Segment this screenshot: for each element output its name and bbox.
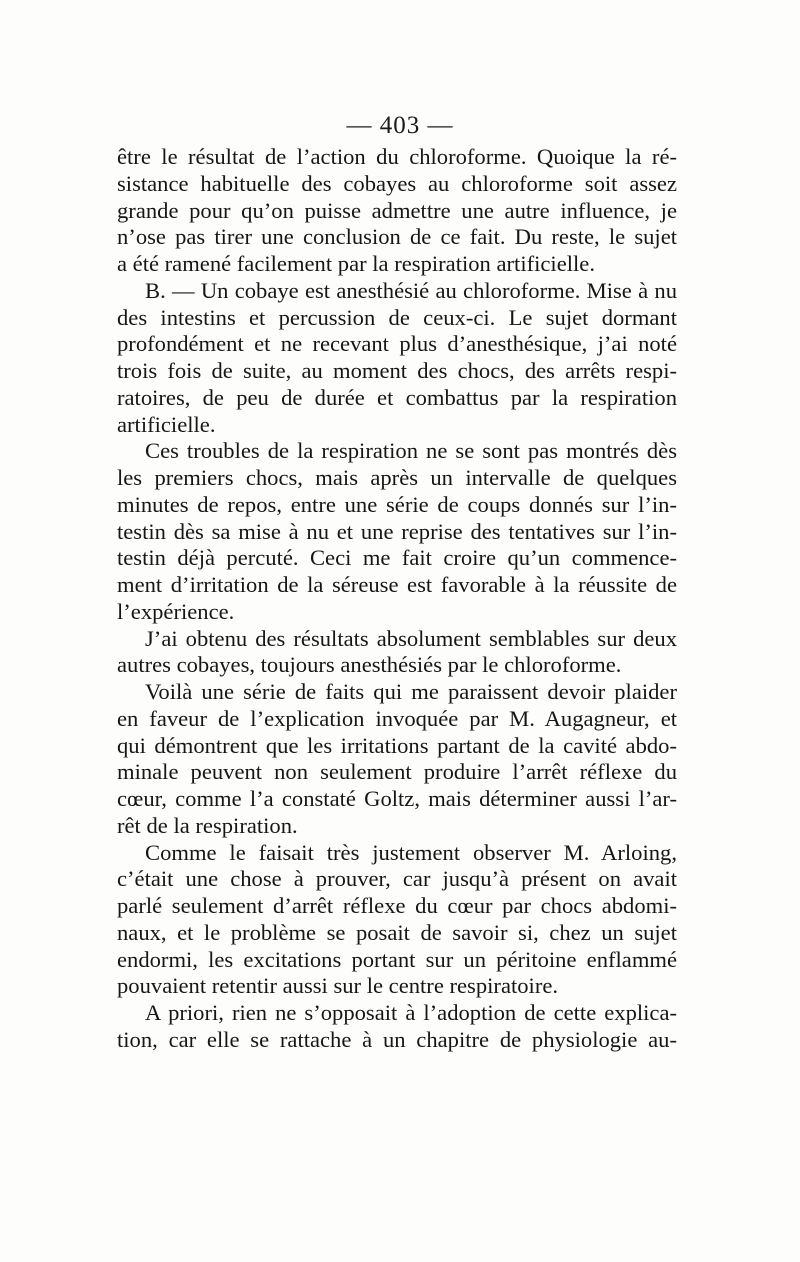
text-line: ment d’irritation de la séreuse est favorable à la réussite de — [117, 572, 677, 597]
text-line: grande pour qu’on puisse admettre une autre influence, je — [117, 197, 677, 223]
text-line: minale peuvent non seulement produire l’arrêt réflexe du — [117, 759, 677, 785]
text-line: testin dès sa mise à nu et une reprise des tentatives sur l’in- — [117, 518, 677, 544]
text-line: des intestins et percussion de ceux-ci. Le sujet dormant — [117, 304, 677, 330]
text-line: pouvaient retentir aussi sur le centre respiratoire. — [117, 973, 559, 999]
text-line: n’ose pas tirer une conclusion de ce fait. Du reste, le sujet — [117, 224, 677, 250]
paragraph — [117, 679, 677, 840]
text-line: en faveur de l’explication invoquée par M. Augagneur, et — [117, 705, 677, 731]
text-line: a été ramené facilement par la respiration artificielle. — [117, 251, 595, 276]
page-number: — 403 — — [346, 112, 454, 139]
text-line: Comme le faisait très justement observer M. Arloing, — [145, 839, 677, 865]
text-line: artificielle. — [117, 411, 216, 437]
paragraph — [117, 626, 677, 680]
paragraph — [117, 840, 677, 1001]
text-line: Voilà une série de faits qui me paraissent devoir plaider — [145, 679, 677, 704]
text-line: qui démontrent que les irritations partant de la cavité abdo- — [117, 732, 677, 758]
text-line: rêt de la respiration. — [117, 812, 298, 838]
text-line: profondément et ne recevant plus d’anesthésique, j’ai noté — [117, 331, 677, 357]
text-line: c’était une chose à prouver, car jusqu’à présent on avait — [117, 866, 677, 892]
body-text — [117, 144, 677, 1054]
paragraph — [117, 144, 677, 278]
text-line: testin déjà percuté. Ceci me fait croire qu’un commence- — [117, 545, 677, 571]
text-line: naux, et le problème se posait de savoir si, chez un sujet — [117, 919, 677, 945]
text-line: cœur, comme l’a constaté Goltz, mais déterminer aussi l’ar- — [117, 786, 677, 811]
text-line: sistance habituelle des cobayes au chloroforme soit assez — [117, 170, 677, 196]
text-line: ratoires, de peu de durée et combattus par la respiration — [117, 384, 677, 410]
text-line: l’expérience. — [117, 598, 235, 624]
text-line: B. — Un cobaye est anesthésié au chloroforme. Mise à nu — [145, 277, 677, 303]
text-line: être le résultat de l’action du chloroforme. Quoique la ré- — [117, 144, 677, 169]
paragraph — [117, 1000, 677, 1054]
text-line: Ces troubles de la respiration ne se sont pas montrés dès — [145, 438, 677, 464]
text-line: A priori, rien ne s’opposait à l’adoption de cette explica- — [145, 1000, 677, 1025]
text-line: parlé seulement d’arrêt réflexe du cœur par chocs abdomi- — [117, 893, 677, 918]
text-line: trois fois de suite, au moment des chocs, des arrêts respi- — [117, 358, 677, 383]
text-line: J’ai obtenu des résultats absolument semblables sur deux — [145, 625, 677, 651]
text-line: tion, car elle se rattache à un chapitre de physiologie au- — [117, 1026, 677, 1052]
paragraph — [117, 438, 677, 625]
text-line: les premiers chocs, mais après un intervalle de quelques — [117, 465, 677, 490]
paragraph — [117, 278, 677, 439]
text-line: minutes de repos, entre une série de coups donnés sur l’in- — [117, 491, 677, 517]
text-line: autres cobayes, toujours anesthésiés par le chloroforme. — [117, 652, 622, 678]
text-line: endormi, les excitations portant sur un péritoine enflammé — [117, 946, 677, 972]
